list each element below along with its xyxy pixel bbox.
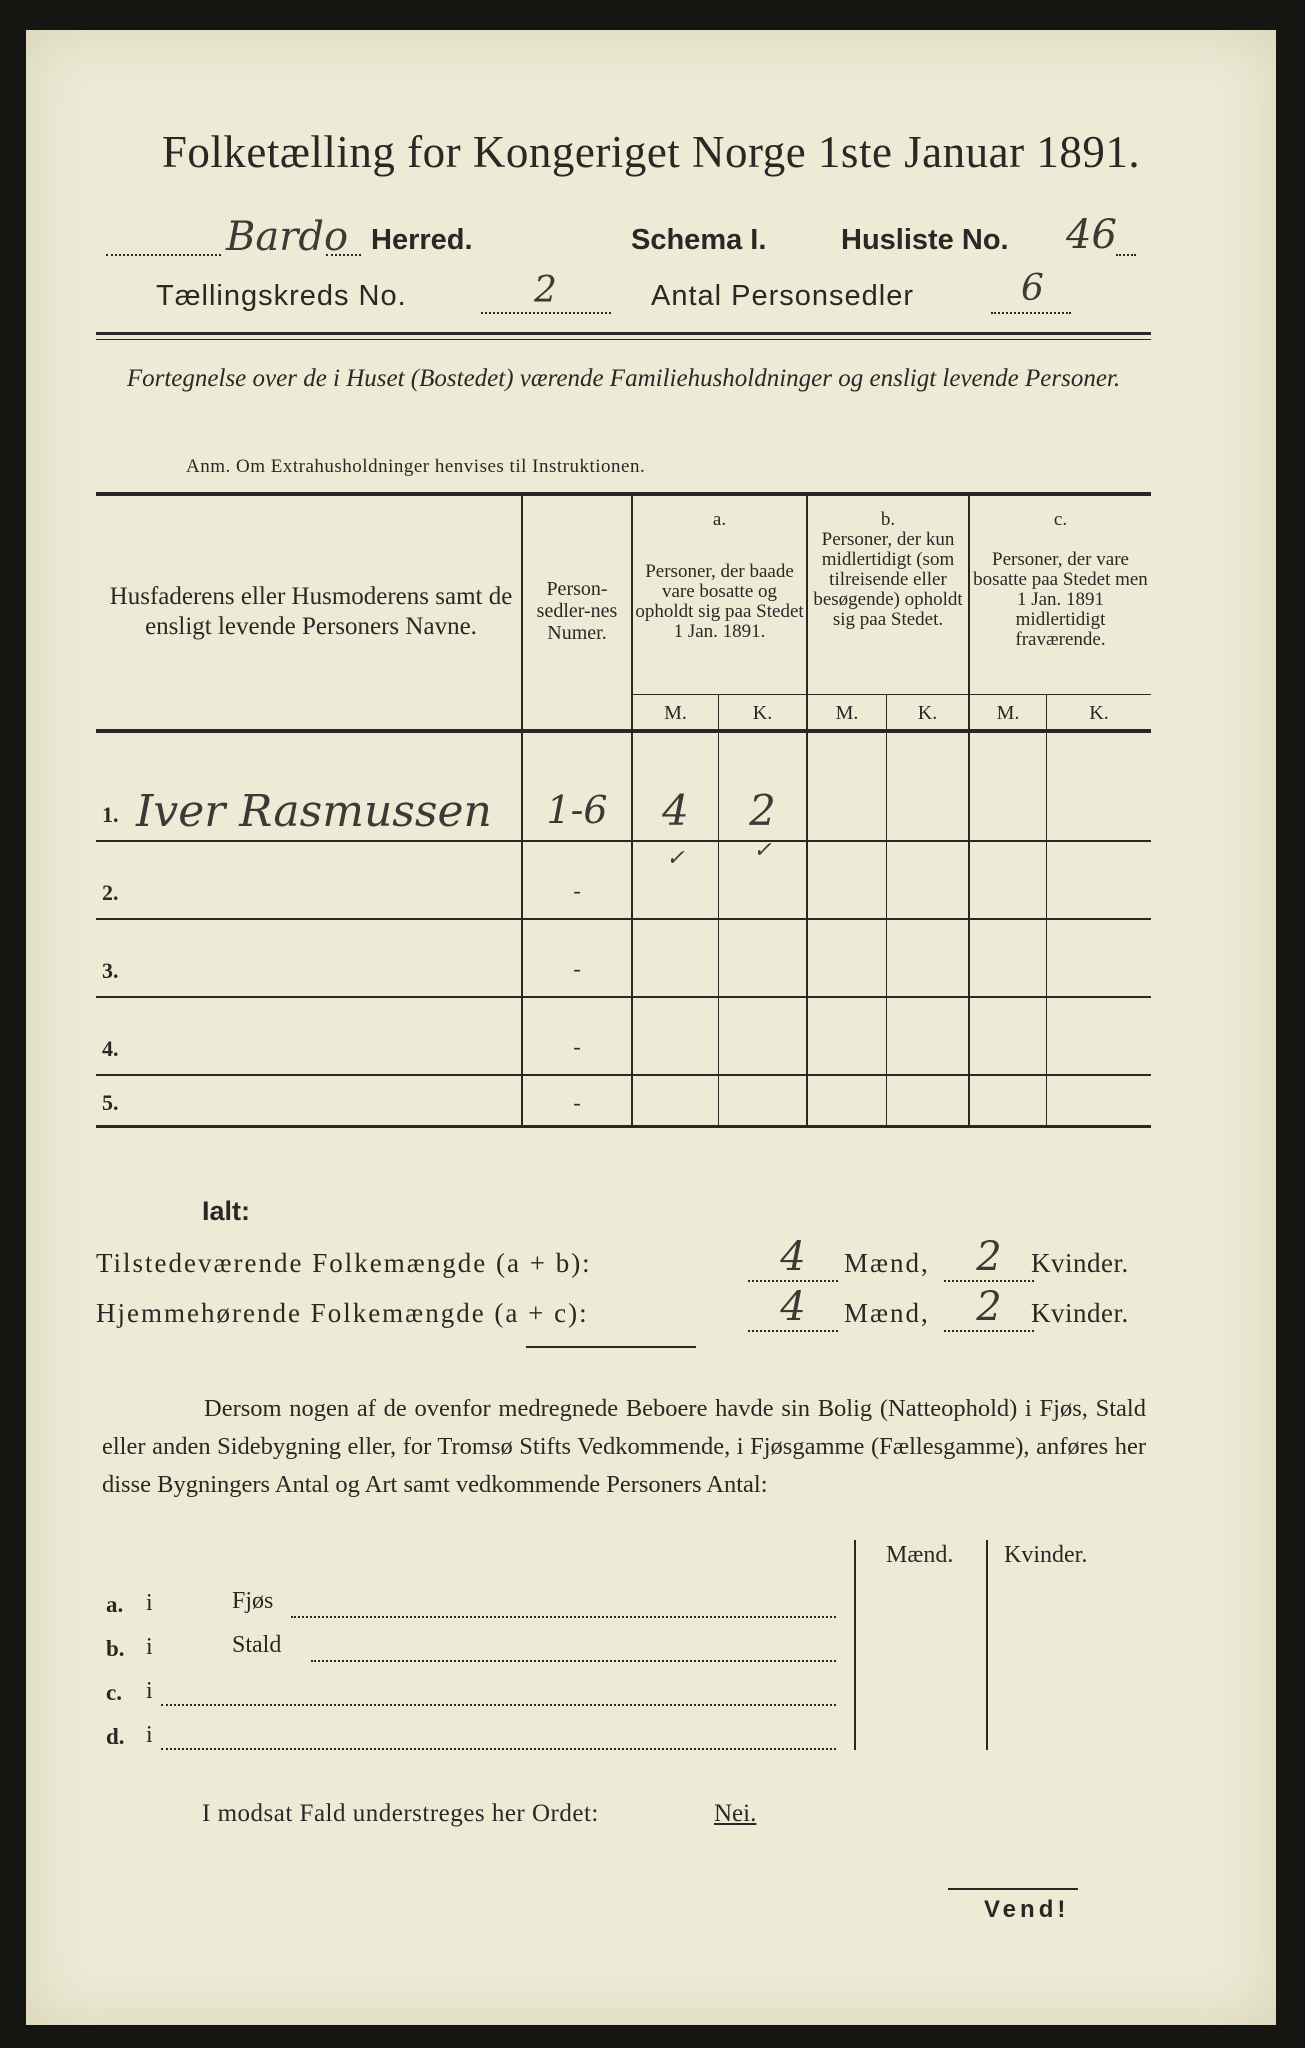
tilstede-kvinder: Kvinder. (1031, 1248, 1129, 1278)
a-k-label: K. (752, 702, 773, 724)
row-5-number: 5. (102, 1090, 119, 1115)
hjemme-m-value: 4 (780, 1284, 806, 1330)
kreds-label: Tællingskreds No. (156, 280, 407, 312)
row-5-sedler: - (573, 1090, 581, 1115)
vline-a (806, 496, 808, 1126)
fortegnelse-text: Fortegnelse over de i Huset (Bostedet) værende Familiehusholdninger og ensligt levende Personer. (126, 365, 1121, 392)
husliste-value: 46 (1066, 212, 1117, 258)
vline-a-mk (718, 694, 719, 1126)
row-line-4 (96, 1074, 1151, 1076)
mk-rule (631, 694, 1151, 695)
item-b-letter: b. (106, 1636, 125, 1661)
item-d-dots (161, 1748, 836, 1750)
item-c-prep: i (146, 1678, 153, 1704)
a-m-label: M. (664, 702, 687, 724)
col-name-header: Husfaderens eller Husmoderens samt de ensligt levende Personers Navne. (109, 583, 513, 640)
row-1-a-m: 4 (662, 786, 689, 835)
husliste-dots (1116, 254, 1136, 256)
row-2-number: 2. (102, 880, 119, 905)
row-line-3 (96, 996, 1151, 998)
tilstede-k-value: 2 (976, 1234, 1002, 1280)
item-c-dots (161, 1704, 836, 1706)
hjemme-kvinder: Kvinder. (1031, 1298, 1129, 1328)
row-4-number: 4. (102, 1036, 119, 1061)
tilstede-m-dots (748, 1280, 838, 1282)
hjemme-label: Hjemmehørende Folkemængde (a + c): (96, 1298, 589, 1328)
item-a-prep: i (146, 1590, 153, 1616)
census-form-page (26, 30, 1276, 2025)
col-c-letter: c. (1053, 509, 1068, 530)
tilstede-label: Tilstedeværende Folkemængde (a + b): (96, 1248, 592, 1278)
item-b-prep: i (146, 1634, 153, 1660)
row-line-2 (96, 918, 1151, 920)
form-title: Folketælling for Kongeriget Norge 1ste Januar 1891. (161, 127, 1141, 177)
tilstede-k-dots (944, 1280, 1034, 1282)
row-4-sedler: - (573, 1034, 581, 1059)
col-a-letter: a. (712, 509, 727, 530)
item-a-letter: a. (106, 1592, 124, 1617)
schema-label: Schema I. (631, 224, 767, 256)
row-2-sedler: - (573, 878, 581, 903)
tilstede-maend: Mænd, (844, 1248, 930, 1278)
c-m-label: M. (996, 702, 1020, 724)
row-1-a-k: 2 (749, 786, 776, 835)
item-a-dots (291, 1616, 836, 1618)
row-3-number: 3. (102, 958, 119, 983)
vline-b (968, 496, 970, 1126)
husliste-label: Husliste No. (841, 224, 1009, 256)
vend-label: Vend! (984, 1896, 1070, 1923)
row-1-number: 1. (102, 802, 119, 827)
col-a-header: Personer, der baade vare bosatte og opholdt sig paa Stedet 1 Jan. 1891. (635, 561, 804, 642)
personsedler-dots (991, 312, 1071, 314)
item-c-letter: c. (106, 1680, 122, 1705)
kreds-dots (481, 312, 611, 314)
personsedler-label: Antal Personsedler (651, 280, 915, 312)
herred-dots-2 (326, 254, 361, 256)
ialt-label: Ialt: (202, 1196, 251, 1226)
col-b-letter: b. (880, 509, 896, 530)
kreds-value: 2 (534, 270, 557, 311)
outbuildings-paragraph: Dersom nogen af de ovenfor medregnede Beboere havde sin Bolig (Natteophold) i Fjøs, Stald eller anden Sidebygning eller, for Tromsø Stifts Vedkommende, i Fjøsgamme (Fællesgamme), anføres her disse Bygningers Antal og Art samt vedkommende Personers Antal: (102, 1395, 1146, 1498)
row-1-sedler: 1-6 (546, 788, 608, 832)
row-1-name: Iver Rasmussen (136, 786, 492, 837)
item-b-dots (311, 1660, 836, 1662)
table-bottom-rule (96, 1125, 1151, 1128)
table-top-rule (96, 492, 1151, 496)
header-rule-bottom (96, 339, 1151, 340)
hjemme-k-value: 2 (976, 1284, 1002, 1330)
anm-note: Anm. Om Extrahusholdninger henvises til Instruktionen. (186, 456, 646, 477)
herred-label: Herred. (371, 224, 473, 256)
outbuildings-vline-1 (854, 1540, 856, 1750)
outbuildings-maend-head: Mænd. (886, 1542, 954, 1568)
header-rule-top (96, 332, 1151, 335)
item-a-label: Fjøs (232, 1588, 274, 1614)
herred-dots (106, 254, 221, 256)
modsat-label: I modsat Fald understreges her Ordet: (202, 1800, 599, 1827)
row-line-1 (96, 840, 1151, 842)
row-1-a-m-check: ✓ (666, 846, 685, 871)
row-3-sedler: - (573, 956, 581, 981)
c-k-label: K. (1089, 702, 1109, 724)
modsat-word: Nei. (714, 1800, 757, 1827)
b-k-label: K. (917, 702, 938, 724)
herred-value: Bardo (226, 214, 349, 260)
item-b-label: Stald (232, 1632, 282, 1658)
personsedler-value: 6 (1021, 268, 1044, 309)
tilstede-m-value: 4 (780, 1234, 806, 1280)
hjemme-k-dots (944, 1330, 1034, 1332)
vline-b-mk (886, 694, 887, 1126)
table-header-bottom-rule (96, 729, 1151, 733)
row-1-a-k-check: ✓ (753, 838, 772, 863)
hjemme-m-dots (748, 1330, 838, 1332)
col-num-header: Person-sedler-nes Numer. (536, 578, 618, 644)
section-divider (526, 1346, 696, 1348)
vend-rule (948, 1888, 1078, 1890)
item-d-prep: i (146, 1722, 153, 1748)
outbuildings-kvinder-head: Kvinder. (1004, 1542, 1088, 1568)
vline-c-mk (1046, 694, 1047, 1126)
hjemme-maend: Mænd, (844, 1298, 930, 1328)
col-c-header: Personer, der vare bosatte paa Stedet men 1 Jan. 1891 midlertidigt fraværende. (973, 549, 1148, 650)
outbuildings-vline-2 (986, 1540, 988, 1750)
item-d-letter: d. (106, 1724, 125, 1749)
b-m-label: M. (835, 702, 859, 724)
col-b-header: Personer, der kun midlertidigt (som tilreisende eller besøgende) opholdt sig paa Stedet. (813, 529, 963, 630)
